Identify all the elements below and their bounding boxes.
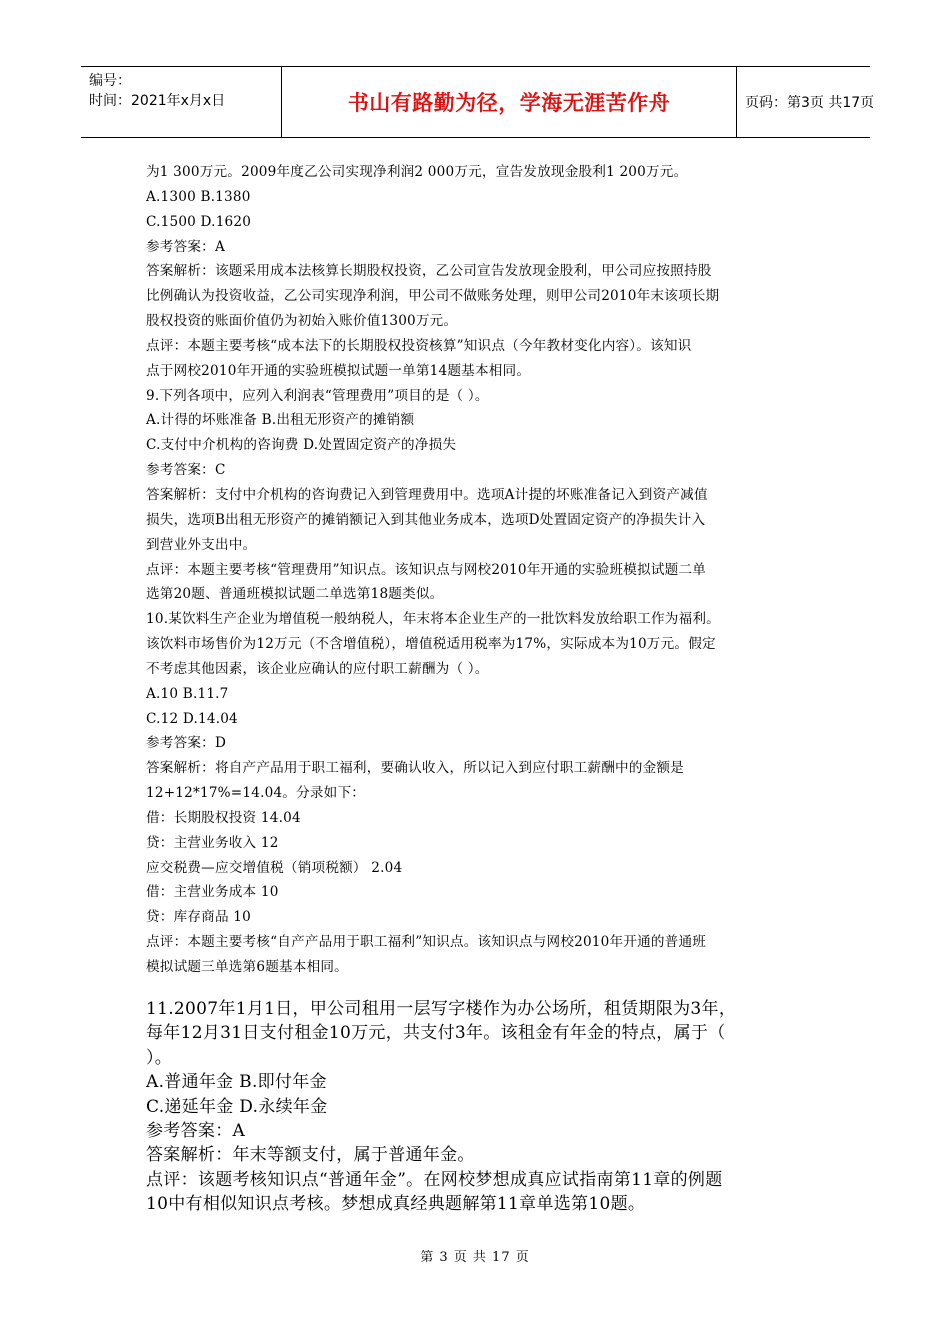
text-line: 点于网校2010年开通的实验班模拟试题一单第14题基本相同。 bbox=[146, 362, 531, 379]
text-line: C.1500 D.1620 bbox=[146, 213, 252, 230]
text-line: 参考答案：A bbox=[146, 238, 225, 255]
text-line-large: A.普通年金 B.即付年金 bbox=[146, 1072, 327, 1093]
text-line: 模拟试题三单选第6题基本相同。 bbox=[146, 959, 348, 975]
text-line: 答案解析：支付中介机构的咨询费记入到管理费用中。选项A计提的坏账准备记入到资产减值 bbox=[146, 486, 708, 503]
text-line-large: 参考答案：A bbox=[146, 1120, 246, 1141]
text-line-large: 点评：该题考核知识点“普通年金”。在网校梦想成真应试指南第11章的例题 bbox=[146, 1169, 723, 1190]
text-line: 参考答案：C bbox=[146, 462, 226, 479]
text-line: A.1300 B.1380 bbox=[146, 188, 251, 205]
document-time-label: 时间：2021年x月x日 bbox=[89, 93, 226, 109]
text-line: 不考虑其他因素，该企业应确认的应付职工薪酬为（ ）。 bbox=[146, 660, 489, 677]
text-line: 该饮料市场售价为12万元（不含增值税），增值税适用税率为17%，实际成本为10万元。假定 bbox=[146, 636, 716, 653]
text-line: 12+12*17%=14.04。分录如下： bbox=[146, 785, 366, 802]
text-line: 应交税费—应交增值税（销项税额） 2.04 bbox=[146, 859, 403, 876]
text-line: 比例确认为投资收益，乙公司实现净利润，甲公司不做账务处理，则甲公司2010年末该项长期 bbox=[146, 288, 720, 305]
page-header bbox=[81, 66, 875, 138]
header-motto: 书山有路勤为径，学海无涯苦作舟 bbox=[347, 91, 671, 115]
text-line: 贷：主营业务收入 12 bbox=[146, 834, 279, 851]
text-line: C.支付中介机构的咨询费 D.处置固定资产的净损失 bbox=[146, 437, 457, 454]
text-line: 答案解析：将自产产品用于职工福利，要确认收入，所以记入到应付职工薪酬中的金额是 bbox=[146, 760, 684, 777]
text-line: 9.下列各项中，应列入利润表“管理费用”项目的是（ ）。 bbox=[146, 387, 489, 404]
header-page-cell bbox=[737, 67, 875, 137]
text-line: 贷：库存商品 10 bbox=[146, 909, 251, 926]
text-line-large: 11.2007年1月1日，甲公司租用一层写字楼作为办公场所，租赁期限为3年， bbox=[146, 999, 737, 1019]
text-line: A.10 B.11.7 bbox=[146, 685, 229, 702]
header-motto-cell bbox=[282, 67, 737, 137]
text-line-large: 答案解析：年末等额支付，属于普通年金。 bbox=[146, 1145, 475, 1166]
text-line-large: 10中有相似知识点考核。梦想成真经典题解第11章单选第10题。 bbox=[146, 1194, 646, 1215]
text-line: 点评：本题主要考核“管理费用”知识点。该知识点与网校2010年开通的实验班模拟试题二单 bbox=[146, 561, 707, 578]
text-line: 借：长期股权投资 14.04 bbox=[146, 809, 301, 826]
text-line: 点评：本题主要考核“成本法下的长期股权投资核算”知识点（今年教材变化内容）。该知识 bbox=[146, 337, 692, 354]
text-line: 点评：本题主要考核“自产产品用于职工福利”知识点。该知识点与网校2010年开通的普通班 bbox=[146, 934, 707, 951]
text-line: 为1 300万元。2009年度乙公司实现净利润2 000万元，宣告发放现金股利1 200万元。 bbox=[146, 164, 688, 180]
page-footer: 第 3 页 共 17 页 bbox=[420, 1250, 530, 1265]
text-line: 10.某饮料生产企业为增值税一般纳税人，年末将本企业生产的一批饮料发放给职工作为福利。 bbox=[146, 611, 720, 628]
text-line: 到营业外支出中。 bbox=[146, 536, 257, 553]
header-page-info: 页码：第3页 共17页 bbox=[745, 95, 875, 111]
text-line: 选第20题、普通班模拟试题二单选第18题类似。 bbox=[146, 586, 444, 603]
document-body bbox=[146, 160, 818, 980]
text-line-large: ）。 bbox=[146, 1047, 173, 1068]
text-line: 股权投资的账面价值仍为初始入账价值1300万元。 bbox=[146, 313, 458, 330]
text-line: A.计得的坏账准备 B.出租无形资产的摊销额 bbox=[146, 412, 415, 429]
text-line-large: 每年12月31日支付租金10万元，共支付3年。该租金有年金的特点，属于（ bbox=[146, 1023, 726, 1044]
text-line-large: C.递延年金 D.永续年金 bbox=[146, 1096, 328, 1117]
text-line: 答案解析：该题采用成本法核算长期股权投资，乙公司宣告发放现金股利，甲公司应按照持股 bbox=[146, 263, 712, 280]
text-line: C.12 D.14.04 bbox=[146, 710, 238, 727]
document-number-label: 编号： bbox=[89, 73, 131, 89]
text-line: 损失，选项B出租无形资产的摊销额记入到其他业务成本，选项D处置固定资产的净损失计入 bbox=[146, 511, 706, 528]
text-line: 参考答案：D bbox=[146, 735, 227, 752]
header-meta-cell bbox=[81, 67, 282, 137]
document-body-large bbox=[146, 997, 818, 1217]
text-line: 借：主营业务成本 10 bbox=[146, 884, 279, 901]
